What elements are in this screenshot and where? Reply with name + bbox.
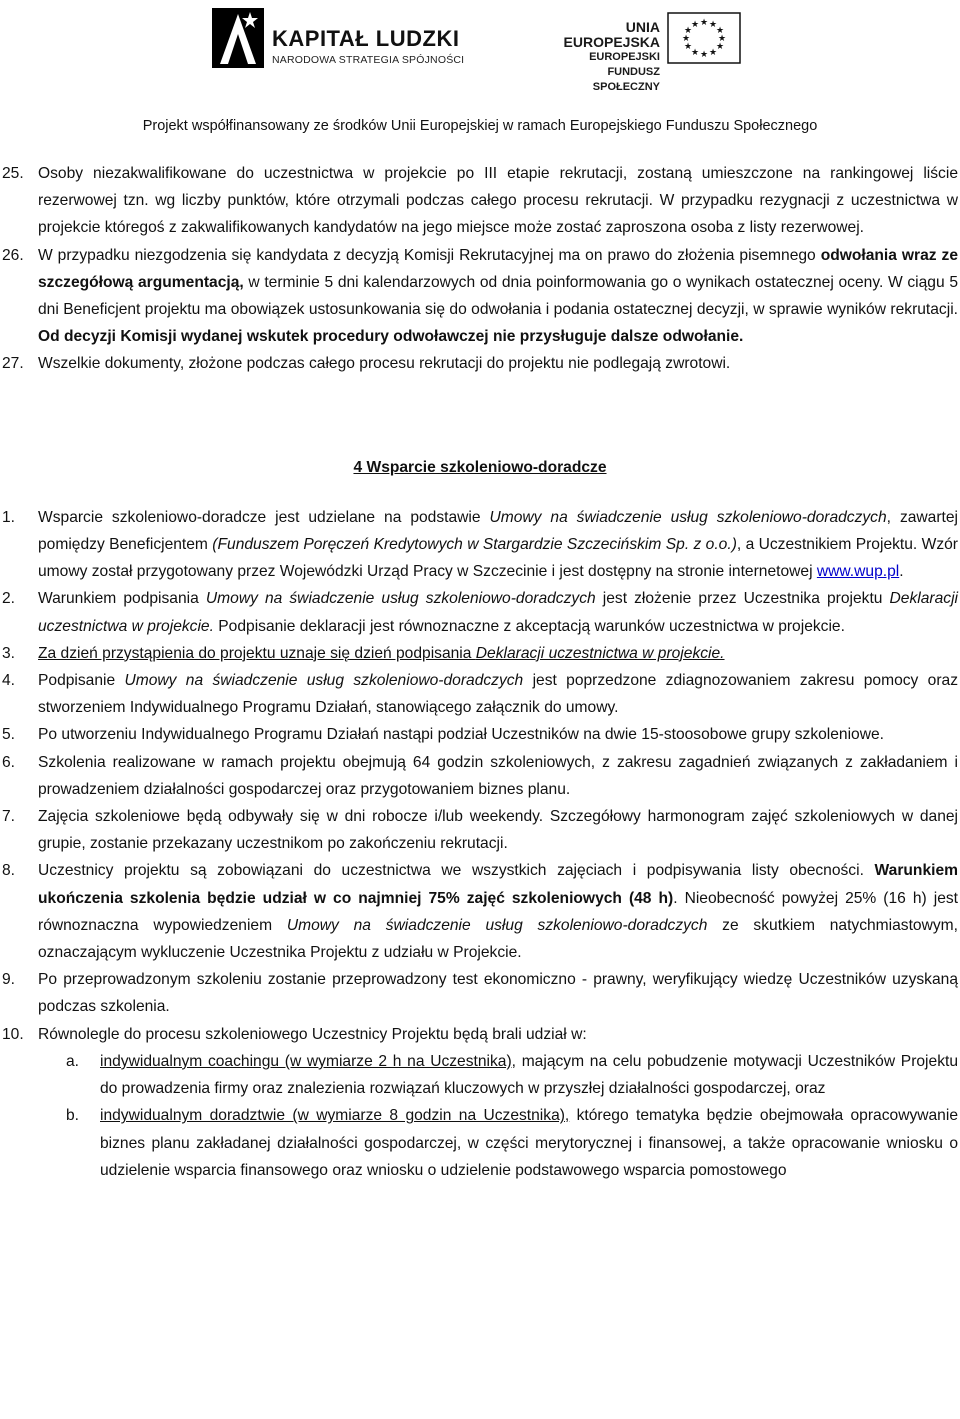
item-text: jest złożenie przez Uczestnika projektu	[595, 590, 890, 608]
item-number: 3.	[2, 644, 16, 662]
item-text: Po utworzeniu Indywidualnego Programu Działań nastąpi podział Uczestników na dwie 15-stoosobowe grupy szkoleniowe.	[38, 726, 884, 744]
list-item	[0, 585, 960, 639]
item-number: 27.	[2, 355, 24, 373]
item-text: ze skutkiem natychmiastowym, oznaczającym wykluczenie Uczestnika Projektu z udziału w Projekcie.	[38, 916, 958, 962]
eu-logo-text	[555, 20, 660, 95]
sub-list-item	[0, 1102, 960, 1184]
item-text: Podpisanie	[38, 672, 125, 690]
item-number: 9.	[2, 971, 16, 989]
svg-text:★: ★	[699, 18, 709, 28]
item-number: 25.	[2, 165, 24, 182]
list-item	[0, 350, 960, 377]
svg-text:★: ★	[708, 48, 718, 58]
list-item	[0, 667, 960, 721]
eu-line-2: EUROPEJSKI	[589, 51, 660, 63]
item-text: , a Uczestnikiem Projektu. Wzór umowy został przygotowany przez Wojewódzki Urząd Pracy w Szczecinie i jest dostępny na stronie internetowej	[38, 536, 958, 581]
item-underlined-text	[38, 645, 725, 662]
section-title	[0, 454, 960, 481]
item-italic-text: Umowy na świadczenie usług szkoleniowo-doradczych	[205, 590, 596, 608]
cofinancing-note: Projekt współfinansowany ze środków Unii Europejskiej w ramach Europejskiego Funduszu Społecznego	[142, 118, 818, 134]
item-text: Szkolenia realizowane w ramach projektu obejmują 64 godzin szkoleniowych, z zakresu zagadnień związanych z zakładaniem i prowadzeniem działalności gospodarczej oraz przygotowaniem biznes planu.	[38, 753, 958, 798]
item-text: Warunkiem podpisania	[38, 590, 206, 608]
eu-flag-icon	[667, 12, 741, 64]
item-bold-text: odwołania wraz ze szczegółową argumentacją,	[38, 246, 958, 291]
item-text: Osoby niezakwalifikowane do uczestnictwa w projekcie po III etapie rekrutacji, zostaną umieszczone na rankingowej liście rezerwowej tzn. wg liczby punktów, które otrzymali podczas całego procesu rekrutacji. W przypadku rezygnacji z uczestnictwa w projekcie któregoś z zakwalifikowanych kandydatów na jego miejsce może zostać zaproszona osoba z listy rezerwowej.	[38, 165, 958, 237]
item-italic-text: Deklaracji uczestnictwa w projekcie.	[38, 590, 959, 635]
svg-text:★: ★	[683, 26, 693, 36]
page-header	[0, 0, 960, 150]
svg-text:★: ★	[681, 34, 691, 44]
eu-line-3: FUNDUSZ SPOŁECZNY	[592, 66, 660, 93]
item-text: Po przeprowadzonym szkoleniu zostanie przeprowadzony test ekonomiczno - prawny, weryfikujący wiedzę Uczestników uzyskaną podczas szkolenia.	[38, 971, 958, 1016]
item-text: Podpisanie deklaracji jest równoznaczne z akceptacją warunków uczestnictwa w projekcie.	[213, 617, 845, 635]
sub-item-letter: b.	[66, 1107, 80, 1125]
item-italic-text: (Funduszem Poręczeń Kredytowych w Stargardzie Szczecińskim Sp. z o.o.)	[212, 536, 737, 554]
list-item	[0, 1021, 960, 1048]
svg-text:★: ★	[708, 20, 718, 30]
svg-text:★: ★	[683, 42, 693, 52]
item-text: Wszelkie dokumenty, złożone podczas całego procesu rekrutacji do projektu nie podlegają zwrotowi.	[38, 355, 731, 373]
svg-text:★: ★	[690, 48, 700, 58]
item-text: Zajęcia szkoleniowe będą odbywały się w dni robocze i/lub weekendy. Szczegółowy harmonogram zajęć szkoleniowych w danej grupie, zostanie przekazany uczestnikom po zakończeniu rekrutacji.	[38, 808, 958, 853]
svg-text:★: ★	[715, 42, 725, 52]
kapital-ludzki-logo-icon	[210, 4, 268, 70]
item-italic-text: Deklaracji uczestnictwa w projekcie.	[475, 644, 725, 662]
item-number: 2.	[2, 590, 16, 608]
item-text: jest poprzedzone zdiagnozowaniem zakresu pomocy oraz stworzeniem Indywidualnego Programu Działań, stanowiącego załącznik do umowy.	[38, 672, 959, 717]
list-item	[0, 160, 960, 242]
list-item	[0, 803, 960, 857]
document-body	[0, 160, 960, 1184]
sub-item-letter: a.	[66, 1052, 80, 1070]
item-number: 4.	[2, 672, 16, 690]
sub-item-underlined-text: indywidualnym coachingu (w wymiarze 2 h na Uczestnika),	[100, 1052, 516, 1070]
item-text: W przypadku niezgodzenia się kandydata z decyzją Komisji Rekrutacyjnej ma on prawo do złożenia pisemnego	[38, 246, 821, 264]
list-item	[0, 749, 960, 803]
item-italic-text: Umowy na świadczenie usług szkoleniowo-doradczych	[489, 508, 887, 526]
item-number: 8.	[2, 862, 16, 880]
item-bold-text: Od decyzji Komisji wydanej wskutek procedury odwoławczej nie przysługuje dalsze odwołanie.	[38, 328, 744, 346]
item-italic-text: Umowy na świadczenie usług szkoleniowo-doradczych	[286, 916, 708, 934]
item-number: 10.	[2, 1025, 24, 1043]
eu-logo	[555, 10, 745, 93]
wup-link[interactable]: www.wup.pl	[816, 563, 900, 581]
sub-item-underlined-text: indywidualnym doradztwie (w wymiarze 8 godzin na Uczestnika),	[100, 1107, 570, 1125]
kapital-ludzki-name: KAPITAŁ LUDZKI	[272, 26, 460, 51]
sub-item-text: mającym na celu pobudzenie motywacji Uczestników Projektu do prowadzenia firmy oraz znalezienia rozwiązań kluczowych w przyszłej działalności gospodarczej, oraz	[100, 1052, 958, 1098]
section-title-text: 4 Wsparcie szkoleniowo-doradcze	[353, 458, 607, 476]
kapital-ludzki-logo	[210, 4, 465, 70]
svg-text:★: ★	[715, 26, 725, 36]
item-number: 1.	[2, 508, 16, 526]
list-item	[0, 966, 960, 1020]
item-number: 26.	[2, 246, 24, 264]
item-text: Równolegle do procesu szkoleniowego Uczestnicy Projektu będą brali udział w:	[38, 1025, 587, 1043]
item-text: Za dzień przystąpienia do projektu uznaje się dzień podpisania	[38, 644, 476, 662]
svg-text:★: ★	[690, 20, 700, 30]
list-item	[0, 504, 960, 586]
sub-list-item	[0, 1048, 960, 1102]
list-item	[0, 857, 960, 966]
svg-text:★: ★	[699, 50, 709, 60]
item-number: 7.	[2, 808, 16, 826]
item-text: .	[899, 563, 904, 581]
list-item	[0, 640, 960, 667]
kapital-ludzki-subtitle: NARODOWA STRATEGIA SPÓJNOŚCI	[272, 54, 465, 66]
item-text: Uczestnicy projektu są zobowiązani do uczestnictwa we wszystkich zajęciach i podpisywania listy obecności.	[38, 862, 875, 880]
item-text: , zawartej pomiędzy Beneficjentem	[38, 508, 959, 554]
sub-item-text: którego tematyka będzie obejmowała opracowywanie biznes planu zakładanej działalności gospodarczej, w części merytorycznej i finansowej, a także opracowanie wniosku o udzielenie wsparcia finansowego oraz wniosku o udzielenie podstawowego wsparcia pomostowego	[100, 1107, 958, 1179]
item-bold-text: Warunkiem ukończenia szkolenia będzie udział w co najmniej 75% zajęć szkoleniowych (48 h)	[38, 862, 958, 907]
svg-text:★: ★	[717, 34, 727, 44]
item-text: Wsparcie szkoleniowo-doradcze jest udzielane na podstawie	[38, 508, 490, 526]
item-number: 6.	[2, 753, 16, 771]
item-number: 5.	[2, 726, 16, 744]
item-italic-text: Umowy na świadczenie usług szkoleniowo-doradczych	[124, 672, 524, 690]
item-text: . Nieobecność powyżej 25% (16 h) jest równoznaczna wypowiedzeniem	[38, 889, 958, 934]
list-item	[0, 721, 960, 748]
eu-line-1: UNIA EUROPEJSKA	[563, 19, 660, 50]
list-item	[0, 242, 960, 351]
item-text: w terminie 5 dni kalendarzowych od dnia poinformowania go o wynikach ostatecznej oceny. W ciągu 5 dni Beneficjent projektu ma obowiązek ustosunkowania się do odwołania i podania ostatecznej decyzji, w sprawie wyników rekrutacji.	[38, 273, 958, 319]
